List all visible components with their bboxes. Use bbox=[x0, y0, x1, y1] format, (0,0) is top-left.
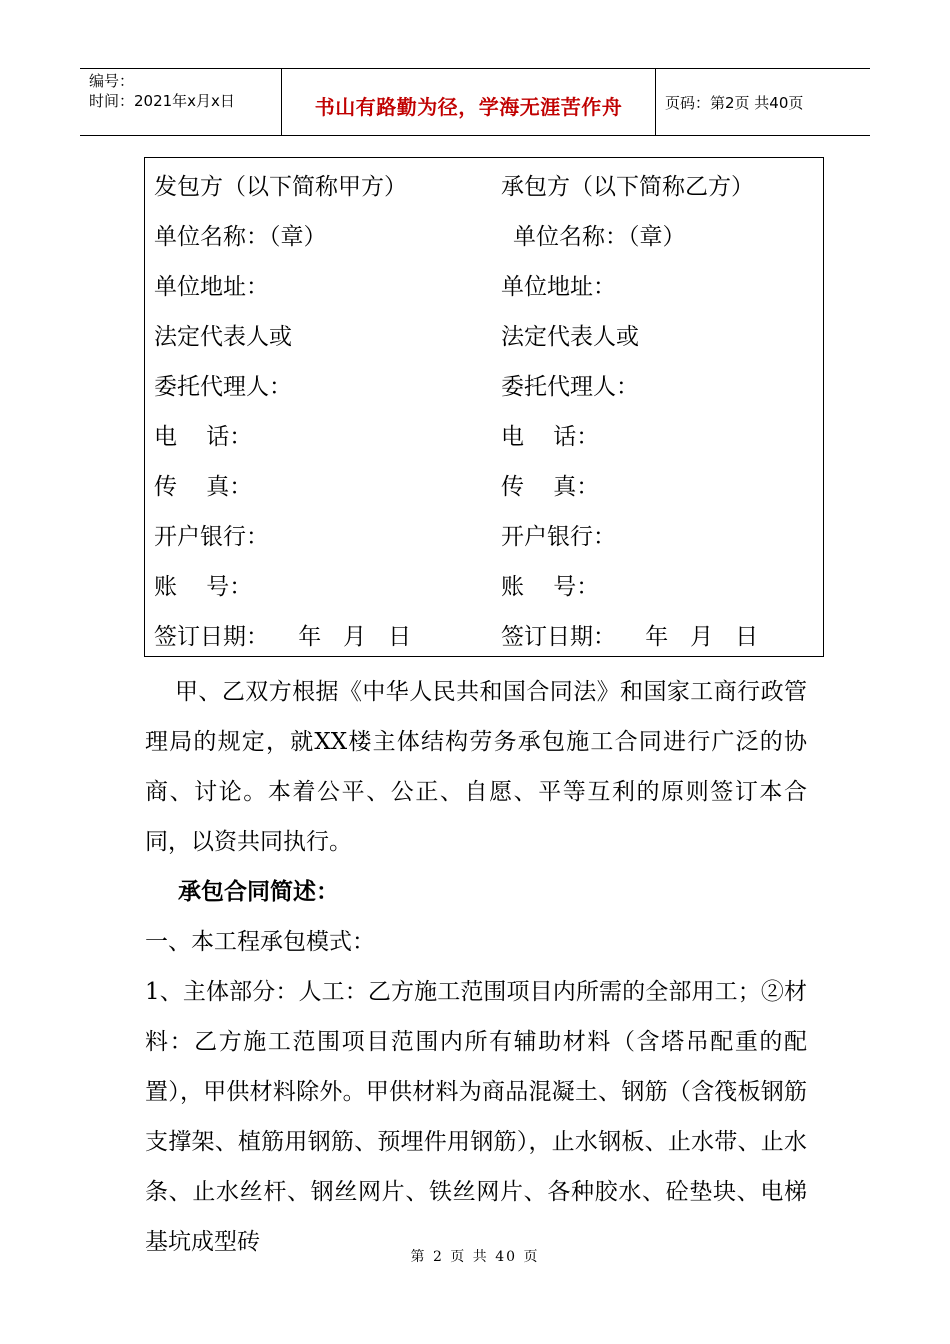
contract-body bbox=[145, 667, 807, 1267]
party-b-sign-date: 签订日期： 年 月 日 bbox=[501, 624, 759, 650]
party-a-phone: 电 话： bbox=[154, 424, 253, 450]
party-a-title: 发包方（以下简称甲方） bbox=[154, 174, 407, 200]
header-motto: 书山有路勤为径，学海无涯苦作舟 bbox=[314, 95, 623, 119]
party-b-account: 账 号： bbox=[501, 574, 600, 600]
party-a-fax: 传 真： bbox=[154, 474, 253, 500]
page-footer: 第 2 页 共 40 页 bbox=[410, 1249, 540, 1265]
item-one-paragraph: 1、主体部分：人工：乙方施工范围项目内所需的全部用工；②材料：乙方施工范围项目范围内所有辅助材料（含塔吊配重的配置），甲供材料除外。甲供材料为商品混凝土、钢筋（含筏板钢筋支撑架、植筋用钢筋、预埋件用钢筋），止水钢板、止水带、止水条、止水丝杆、钢丝网片、铁丝网片、各种胶水、砼垫块、电梯基坑成型砖 bbox=[145, 979, 807, 1255]
party-b-unit-name: 单位名称：（章） bbox=[513, 224, 686, 250]
party-b-legal-rep: 法定代表人或 bbox=[501, 324, 639, 350]
document-time-label: 时间：2021年x月x日 bbox=[89, 92, 235, 110]
party-a-account: 账 号： bbox=[154, 574, 253, 600]
party-b-fax: 传 真： bbox=[501, 474, 600, 500]
header-page-info: 页码：第2页 共40页 bbox=[665, 94, 804, 112]
party-a-column bbox=[154, 169, 411, 669]
section-one-heading: 一、本工程承包模式： bbox=[145, 929, 375, 955]
party-a-unit-address: 单位地址： bbox=[154, 274, 269, 300]
header-bottom-rule bbox=[80, 135, 870, 136]
party-a-agent: 委托代理人： bbox=[154, 374, 292, 400]
party-a-unit-name: 单位名称：（章） bbox=[154, 224, 327, 250]
party-b-title: 承包方（以下简称乙方） bbox=[501, 174, 754, 200]
party-b-agent: 委托代理人： bbox=[501, 374, 639, 400]
party-b-bank: 开户银行： bbox=[501, 524, 616, 550]
header-top-rule bbox=[80, 68, 870, 69]
party-b-phone: 电 话： bbox=[501, 424, 600, 450]
summary-heading: 承包合同简述： bbox=[178, 878, 339, 905]
party-a-legal-rep: 法定代表人或 bbox=[154, 324, 292, 350]
header-meta bbox=[89, 71, 235, 111]
header-divider-right bbox=[655, 68, 656, 135]
party-a-sign-date: 签订日期： 年 月 日 bbox=[154, 624, 412, 650]
party-b-column bbox=[501, 169, 758, 669]
party-a-bank: 开户银行： bbox=[154, 524, 269, 550]
intro-paragraph: 甲、乙双方根据《中华人民共和国合同法》和国家工商行政管理局的规定，就XX楼主体结构劳务承包施工合同进行广泛的协商、讨论。本着公平、公正、自愿、平等互利的原则签订本合同，以资共同执行。 bbox=[145, 679, 807, 855]
party-info-table bbox=[144, 157, 824, 657]
party-b-unit-address: 单位地址： bbox=[501, 274, 616, 300]
document-number-label: 编号： bbox=[89, 72, 135, 90]
